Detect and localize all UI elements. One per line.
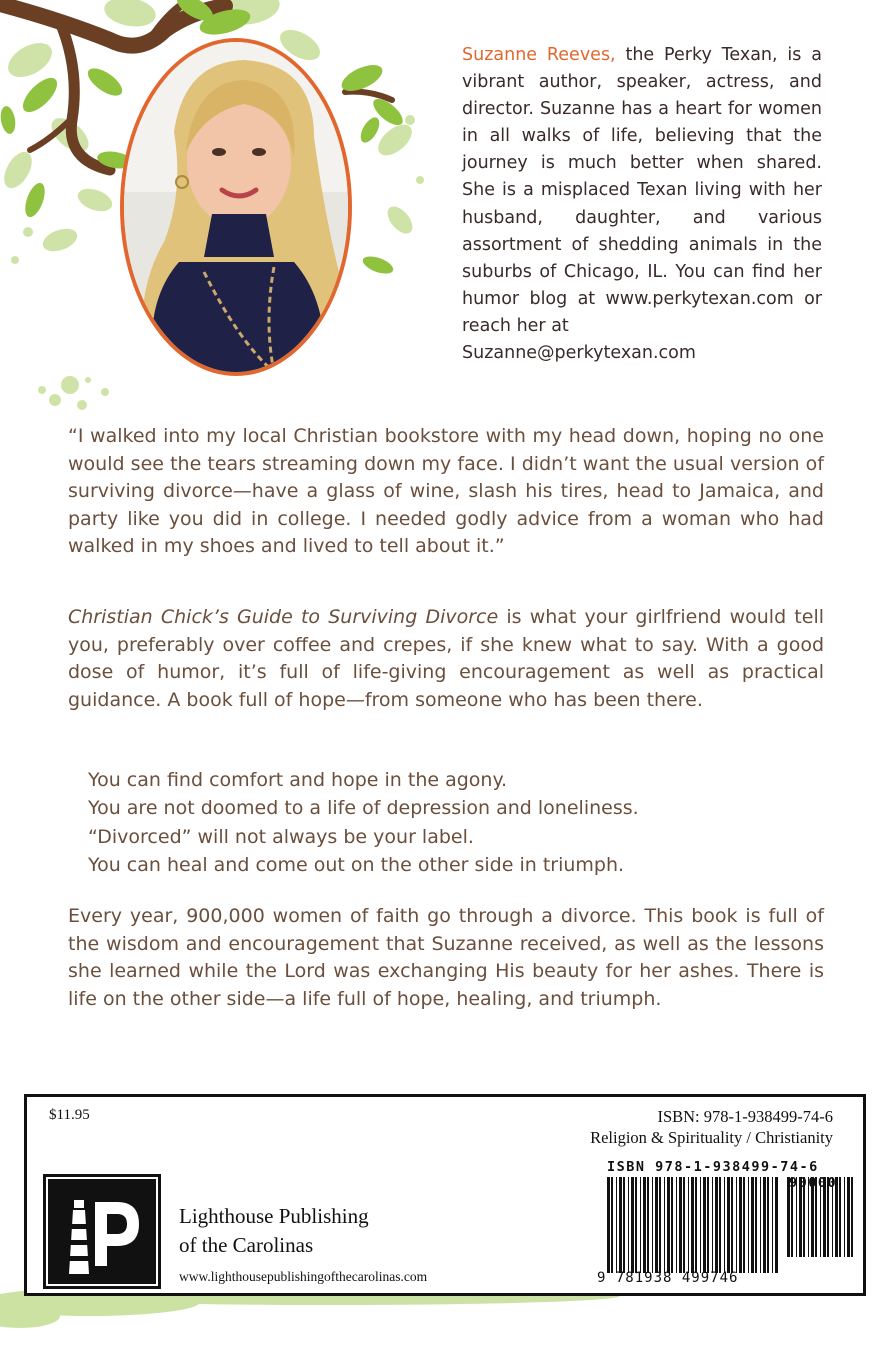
description-text: is what your girlfriend would tell you, preferably over coffee and crepes, if she knew what to say. With a good dose of humor, it’s full of life-giving encouragement as well as practical guidance. A book full of hope—from someone who has been there. xyxy=(68,606,825,711)
barcode-icon xyxy=(607,1177,857,1273)
list-item: You can find comfort and hope in the agony. xyxy=(88,769,508,791)
publisher-url[interactable]: www.lighthousepublishingofthecarolinas.com xyxy=(179,1269,428,1284)
publisher-name-line1: Lighthouse Publishing xyxy=(179,1204,369,1228)
price: $11.95 xyxy=(49,1107,90,1123)
book-description xyxy=(68,604,824,714)
book-title: Christian Chick’s Guide to Surviving Divorce xyxy=(68,606,499,628)
list-item: “Divorced” will not always be your label. xyxy=(88,825,474,848)
closing-paragraph: Every year, 900,000 women of faith go through a divorce. This book is full of the wisdom and encouragement that Suzanne received, as well as the lessons she learned while the Lord was exchanging His beauty for her ashes. There is life on the other side—a life full of hope, healing, and triumph. xyxy=(68,905,824,1010)
lighthouse-logo-icon xyxy=(43,1174,161,1289)
list-item: You can heal and come out on the other side in triumph. xyxy=(88,854,625,877)
barcode-isbn-label: ISBN 978-1-938499-74-6 xyxy=(607,1159,819,1175)
publisher-name xyxy=(179,1202,369,1260)
reader-quote: “I walked into my local Christian bookstore with my head down, hoping no one would see the tears streaming down my face. I didn’t want the usual version of surviving divorce—have a glass of wine, slash his tires, head to Jamaica, and party like you did in college. I needed godly advice from a woman who had walked in my shoes and lived to tell about it.” xyxy=(68,425,824,558)
barcode-digits: 9 781938 499746 xyxy=(597,1270,739,1286)
author-photo xyxy=(120,38,352,376)
author-bio xyxy=(462,42,822,367)
bio-text: the Perky Texan, is a vibrant author, speaker, actress, and director. Suzanne has a heart for women in all walks of life, believing that the journey is much better when shared. She is a misplaced Texan living with her husband, daughter, and various assortment of shedding animals in the suburbs of Chicago, IL. You can find her humor blog at www.perkytexan.com or reach her at xyxy=(462,45,822,336)
promise-list xyxy=(88,766,818,880)
category: Religion & Spirituality / Christianity xyxy=(590,1128,833,1147)
publisher-name-line2: of the Carolinas xyxy=(179,1233,314,1257)
author-name: Suzanne Reeves, xyxy=(462,45,616,65)
author-email[interactable]: Suzanne@perkytexan.com xyxy=(462,343,696,364)
list-item: You are not doomed to a life of depression and loneliness. xyxy=(88,797,639,820)
publisher-info-box xyxy=(24,1094,866,1296)
isbn: ISBN: 978-1-938499-74-6 xyxy=(657,1107,833,1126)
